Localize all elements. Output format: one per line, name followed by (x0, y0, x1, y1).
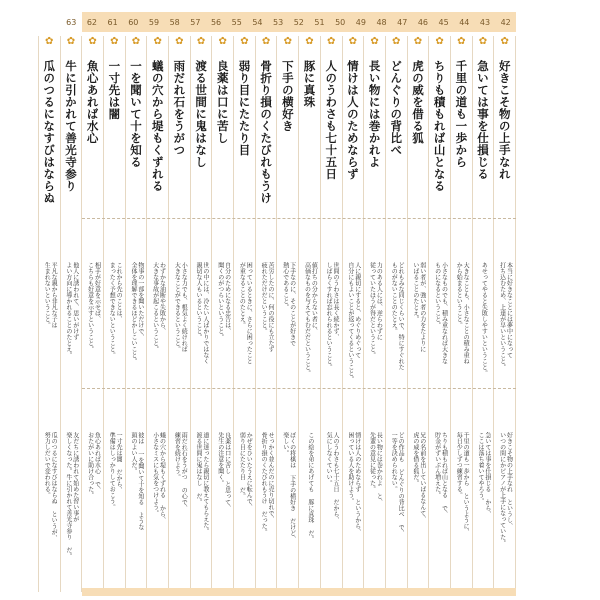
flower-mark-icon: ✿ (326, 36, 336, 47)
entry-number: 51 (314, 17, 325, 27)
proverb-example: 好きこそ物の上手なれ というし、 いつの間にかピアノが上手になっていた。 (498, 432, 513, 546)
proverb-example: ちりも積もれば山となる で、 貯金がずいぶん増えた。 (433, 432, 448, 517)
proverb-text: 人のうわさも七十五日 (324, 60, 339, 180)
proverb-text: 弱り目にたたり目 (237, 60, 252, 156)
proverb-column (298, 36, 320, 592)
flower-mark-icon: ✿ (283, 36, 292, 47)
entry-number: 56 (210, 17, 222, 27)
proverb-text: 雨だれ石をうがつ (172, 60, 187, 156)
flower-mark-icon: ✿ (175, 36, 184, 47)
flower-mark-icon: ✿ (500, 36, 509, 47)
proverb-column (60, 36, 82, 592)
flower-mark-icon: ✿ (348, 36, 358, 47)
flower-mark-icon: ✿ (66, 36, 76, 47)
proverb-example: 千里の道も一歩から というように、 毎日少しずつ練習する。 (455, 432, 470, 535)
proverb-meaning: 小さな力でも、根気よく続ければ 大きなことができるということ。 (173, 262, 188, 352)
entry-number: 45 (438, 17, 449, 27)
entry-number: 54 (252, 17, 263, 27)
divider-bottom (82, 388, 516, 389)
proverb-column (363, 36, 385, 592)
proverb-meaning: これから先のことは、 まったく予想できないということ。 (108, 262, 123, 358)
proverb-meaning: あせってやると失敗しやすいということ。 (480, 262, 488, 376)
flower-mark-icon: ✿ (218, 36, 227, 47)
flower-mark-icon: ✿ (131, 36, 141, 47)
proverb-meaning: 困っているときに、さらに困ったこと が重なることのたとえ。 (238, 262, 253, 364)
flower-mark-icon: ✿ (153, 36, 162, 47)
proverb-meaning: どれもみな同じくらいで、特にすぐれた ものがないことのたとえ。 (390, 262, 405, 370)
proverb-text: 蟻の穴から堤もくずれる (150, 60, 165, 192)
flower-mark-icon: ✿ (240, 36, 249, 47)
proverb-meaning: わずかな油断や失敗から、 大きな事故が起こるということ。 (151, 262, 166, 352)
proverb-meaning: 世の中には、冷たい人ばかりではなく 親切な人もいるということ。 (195, 262, 209, 364)
proverb-column (211, 36, 233, 592)
proverb-example: 一寸先は闇 だから、 準備はしっかりしておこう。 (108, 432, 123, 510)
proverb-text: 瓜のつるになすびはならぬ (42, 60, 57, 204)
proverb-meaning: 他人に誘われて、思いがけず よい方向に導かれることのたとえ。 (64, 262, 79, 358)
proverb-example: 兄の名前を出していばるなんて、 虎の威を借る狐だ。 (411, 432, 426, 522)
flower-mark-icon: ✿ (110, 36, 119, 47)
proverb-example: ぼくの将棋は 下手の横好き だけど、 楽しい。 (281, 432, 296, 542)
proverb-example: 雨だれ石をうがつ の心で、 練習を続けよう。 (173, 432, 188, 511)
flower-mark-icon: ✿ (45, 36, 54, 47)
flower-mark-icon: ✿ (392, 36, 401, 47)
entry-number: 47 (397, 17, 408, 27)
proverb-text: 一寸先は闇 (107, 60, 122, 120)
proverb-column (125, 36, 147, 592)
proverb-text: 良薬は口に苦し (215, 60, 230, 144)
proverb-columns (42, 36, 516, 592)
entry-number: 61 (107, 17, 118, 27)
proverb-text: 一を聞いて十を知る (129, 60, 143, 168)
proverb-meaning: 本当に好きなことには夢中になって 打ち込むため、上達が早いということ。 (498, 262, 513, 370)
proverb-meaning: 物事の一部を聞いただけで、 全体を理解できるほどかしこいこと。 (129, 262, 144, 364)
proverb-example: 蟻の穴から堤もくずれる から、 小さなミスにも気をつけよう。 (151, 432, 166, 523)
proverb-example: どの作品も どんぐりの背比べ で、 一等を決められない。 (390, 432, 405, 536)
proverb-meaning: 力のある人には、逆らわずに 従っていたほうが得だということ。 (368, 262, 383, 358)
proverb-text: どんぐりの背比べ (389, 60, 404, 156)
proverb-example: 急いては事を仕損じる から、 ここは落ち着いてやろう。 (476, 432, 491, 517)
proverb-column (493, 36, 516, 592)
proverb-column (103, 36, 125, 592)
bottom-frame (82, 588, 516, 596)
entry-number: 49 (355, 17, 366, 27)
entry-number: 46 (417, 17, 428, 27)
proverb-meaning: 小さなものでも、積み重なれば大きな ものになるということ。 (433, 262, 448, 364)
flower-mark-icon: ✿ (261, 36, 271, 47)
proverb-column (190, 36, 212, 592)
proverb-example: 道に迷ったら親切に教えてもらえた。 渡る世間に鬼はなし だ。 (195, 432, 209, 534)
proverb-example: せっかく並んだのに売り切れで、 骨折り損のくたびれもうけ だった。 (260, 432, 274, 535)
proverb-column (407, 36, 429, 592)
proverb-column (342, 36, 364, 592)
entry-number: 42 (500, 17, 511, 27)
flower-mark-icon: ✿ (478, 36, 488, 47)
proverb-text: 急いては事を仕損じる (476, 60, 490, 180)
proverb-meaning: 自分のためになる忠告は、 聞くのがつらいということ。 (216, 262, 231, 340)
flower-mark-icon: ✿ (370, 36, 379, 47)
entry-number: 44 (459, 17, 470, 27)
flower-mark-icon: ✿ (413, 36, 423, 47)
proverb-text: 渡る世間に鬼はなし (194, 60, 209, 168)
proverb-column (450, 36, 472, 592)
proverb-text: 魚心あれば水心 (85, 60, 100, 144)
entry-number: 63 (66, 17, 77, 27)
proverb-text: 牛に引かれて善光寺参り (63, 60, 78, 192)
entry-number: 53 (273, 17, 284, 27)
proverb-column (81, 36, 103, 592)
proverb-meaning: 平凡な親から非凡な子は 生まれないということ。 (43, 262, 58, 328)
proverb-column (385, 36, 407, 592)
proverb-meaning: 人に親切にすると、めぐりめぐって 自分にもよいことが返ってくるということ。 (346, 262, 361, 382)
entry-number: 59 (148, 17, 160, 27)
entry-number: 52 (293, 17, 304, 27)
proverb-column (255, 36, 277, 592)
proverb-text: 虎の威を借る狐 (410, 60, 425, 144)
proverb-example: 瓜のつるになすびはならぬ というが、 努力しだいで変われる。 (43, 432, 58, 541)
proverb-column (146, 36, 168, 592)
flower-mark-icon: ✿ (88, 36, 97, 47)
number-bar (66, 12, 516, 32)
proverb-example: 友だちに誘われて始めた習い事が 楽しくなった。牛に引かれて善光寺参り だ。 (64, 432, 79, 559)
proverb-column (233, 36, 255, 592)
proverb-example: 人のうわさも七十五日 だから、 気にしなくていい。 (325, 432, 340, 523)
proverb-column (428, 36, 450, 592)
entry-number: 48 (376, 17, 387, 27)
proverb-column (168, 36, 190, 592)
entry-number: 57 (190, 17, 201, 27)
entry-number: 55 (231, 17, 242, 27)
entry-number: 50 (335, 17, 346, 27)
proverb-example: 情けは人のためならず というから、 困っている人を助けよう。 (346, 432, 361, 535)
proverb-meaning: 弱い者が、強い者の力をたよりに いばることのたとえ。 (411, 262, 426, 352)
proverb-text: 長い物には巻かれよ (367, 60, 382, 168)
proverb-text: 好きこそ物の上手なれ (497, 60, 512, 180)
proverb-meaning: 下手なのに、そのことが好きで 熱心であること。 (281, 262, 296, 346)
flower-mark-icon: ✿ (435, 36, 444, 47)
proverb-example: 魚心あれば水心 で、 おたがいに助け合った。 (86, 432, 101, 498)
proverb-column (472, 36, 494, 592)
proverb-meaning: 大きなことも、小さなことの積み重ね から始まるということ。 (455, 262, 470, 364)
proverb-example: 長い物には巻かれよ と、 先輩の意見に従った。 (368, 432, 383, 505)
proverb-text: 情けは人のためならず (345, 60, 360, 180)
divider-top (82, 218, 516, 219)
proverb-text: 豚に真珠 (302, 60, 317, 108)
entry-number: 62 (86, 17, 97, 27)
proverb-meaning: 値打ちの分からない者に、 高価なものを与えてもむだだということ。 (303, 262, 318, 376)
flower-mark-icon: ✿ (457, 36, 466, 47)
entry-number: 60 (128, 17, 139, 27)
proverb-text: 千里の道も一歩から (454, 60, 469, 168)
proverb-column (38, 36, 60, 592)
entry-number: 43 (479, 17, 491, 27)
proverb-column (276, 36, 298, 592)
proverb-column (320, 36, 342, 592)
proverb-example: この絵を弟にあげても 豚に真珠 だ。 (306, 432, 314, 542)
proverb-text: ちりも積もれば山となる (432, 60, 447, 192)
proverb-meaning: 苦労したのに、何の役にも立たず 疲れただけだということ。 (260, 262, 274, 352)
proverb-text: 骨折り損のくたびれもうけ (259, 60, 274, 204)
entry-number: 58 (169, 17, 180, 27)
proverb-example: 良薬は口に苦し と思って、 先生の注意を聞く。 (216, 432, 231, 511)
proverb-example: かぜをひいたうえに転んで、 弱り目にたたり目 だ。 (238, 432, 253, 510)
flower-mark-icon: ✿ (196, 36, 206, 47)
proverb-text: 下手の横好き (280, 60, 295, 132)
flower-mark-icon: ✿ (305, 36, 314, 47)
proverb-example: 彼は 一を聞いて十を知る ような 頭のよい人だ。 (129, 432, 144, 530)
proverb-meaning: 世間のうわさは長く続かず、 しばらくすれば忘れられるということ。 (325, 262, 340, 370)
proverb-meaning: 相手が好意を示せば、 こちらも好意を示すということ。 (86, 262, 101, 352)
